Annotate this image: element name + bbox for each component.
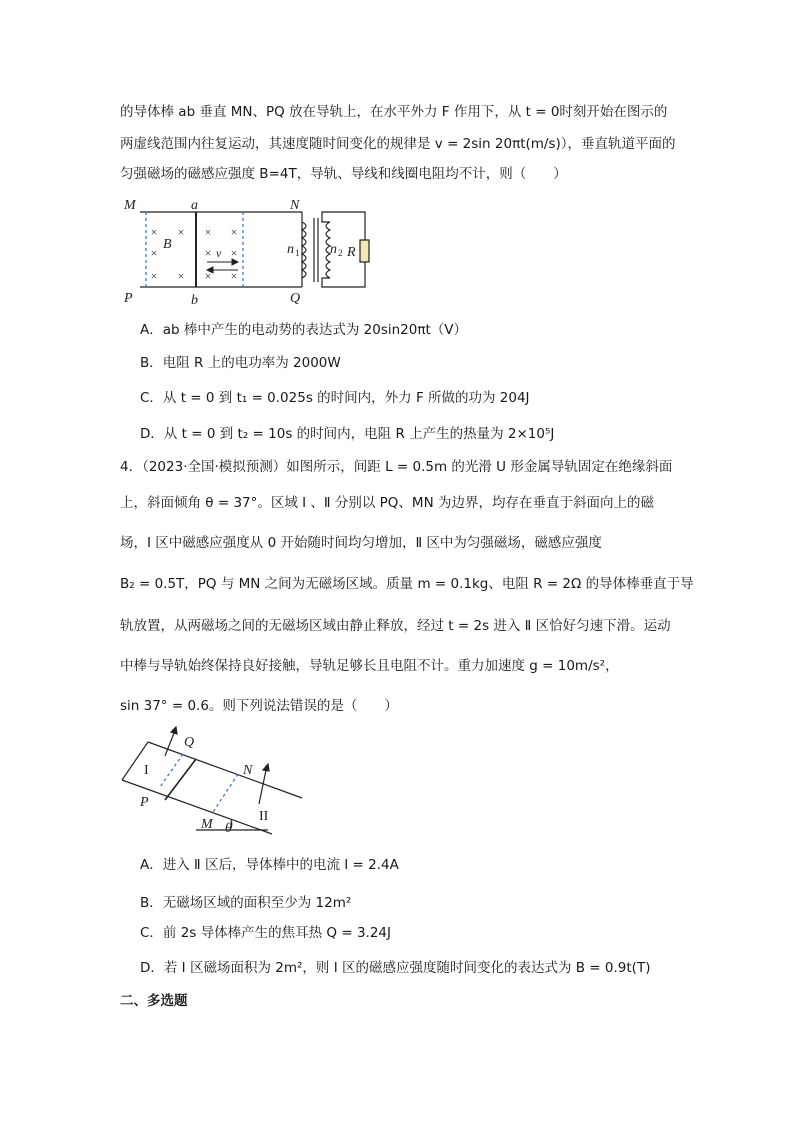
cross: × [177, 269, 185, 283]
q3-text-line-3: 匀强磁场的磁感应强度 B=4T，导轨、导线和线圈电阻均不计，则（ ） [120, 166, 567, 182]
q3-text-line-1: 的导体棒 ab 垂直 MN、PQ 放在导轨上，在水平外力 F 作用下，从 t = 0时刻开始在图示的 [120, 104, 668, 120]
conductor-rod [165, 759, 196, 800]
q3-option-a: A．ab 棒中产生的电动势的表达式为 20sin20πt（V） [140, 322, 468, 338]
q3-option-b: B．电阻 R 上的电功率为 2000W [140, 355, 341, 371]
label-n2-sub: 2 [338, 248, 343, 258]
cross: × [230, 225, 238, 239]
label-p: P [124, 291, 133, 306]
q3-option-d: D．从 t = 0 到 t₂ = 10s 的时间内，电阻 R 上产生的热量为 2×10⁵J [140, 426, 555, 442]
label-b-field: B [163, 237, 172, 252]
boundary-mn [213, 774, 238, 812]
label-theta: θ [225, 821, 232, 836]
label-n: N [290, 198, 300, 213]
q4-text-line-1: 4．（2023·全国·模拟预测）如图所示，间距 L = 0.5m 的光滑 U 形金属导轨固定在绝缘斜面 [120, 459, 673, 475]
label-b: b [191, 293, 198, 308]
label-p: P [140, 795, 149, 810]
label-n: N [243, 763, 253, 778]
q4-text-line-7: sin 37° = 0.6。则下列说法错误的是（ ） [120, 698, 398, 714]
label-q: Q [184, 735, 195, 750]
q4-text-line-2: 上，斜面倾角 θ = 37°。区域 Ⅰ 、Ⅱ 分别以 PQ、MN 为边界，均存在垂直于斜面向上的磁 [120, 495, 654, 511]
cross: × [150, 246, 158, 260]
q4-text-line-3: 场，Ⅰ 区中磁感应强度从 0 开始随时间均匀增加，Ⅱ 区中为匀强磁场，磁感应强度 [120, 535, 602, 551]
cross: × [150, 269, 158, 283]
cross: × [150, 225, 158, 239]
label-n2: n [330, 242, 337, 257]
q4-text-line-4: B₂ = 0.5T，PQ 与 MN 之间为无磁场区域。质量 m = 0.1kg、电阻 R = 2Ω 的导体棒垂直于导 [120, 576, 694, 592]
q3-text-line-2: 两虚线范围内往复运动，其速度随时间变化的规律是 v = 2sin 20πt(m/s)），垂直轨道平面的 [120, 136, 676, 152]
cross: × [204, 269, 212, 283]
label-region-i: I [144, 763, 149, 778]
label-n1: n [287, 242, 294, 257]
rail-top [148, 742, 302, 798]
label-n1-sub: 1 [295, 248, 300, 258]
label-q: Q [290, 291, 301, 306]
section-heading: 二、多选题 [120, 993, 188, 1009]
q4-option-c: C．前 2s 导体棒产生的焦耳热 Q = 3.24J [140, 925, 391, 941]
cross: × [230, 246, 238, 260]
q4-option-a: A．进入 Ⅱ 区后，导体棒中的电流 I = 2.4A [140, 857, 399, 873]
label-m: M [201, 817, 213, 832]
resistor-r [360, 240, 369, 262]
q3-circuit-figure [118, 193, 380, 308]
q4-text-line-5: 轨放置，从两磁场之间的无磁场区域由静止释放，经过 t = 2s 进入 Ⅱ 区恰好匀速下滑。运动 [120, 618, 671, 634]
q3-option-c: C．从 t = 0 到 t₁ = 0.025s 的时间内，外力 F 所做的功为 204J [140, 390, 530, 406]
label-v: v [216, 246, 222, 260]
q4-incline-figure [118, 726, 310, 838]
cross: × [204, 225, 212, 239]
cross: × [230, 269, 238, 283]
label-a: a [191, 198, 198, 213]
cross: × [204, 246, 212, 260]
cross: × [177, 225, 185, 239]
q4-option-d: D．若 Ⅰ 区磁场面积为 2m²，则 Ⅰ 区的磁感应强度随时间变化的表达式为 B = 0.9t(T) [140, 960, 651, 976]
q4-option-b: B．无磁场区域的面积至少为 12m² [140, 895, 352, 911]
label-region-ii: II [259, 809, 269, 824]
label-m: M [124, 198, 136, 213]
label-r: R [347, 245, 356, 260]
q4-text-line-6: 中棒与导轨始终保持良好接触，导轨足够长且电阻不计。重力加速度 g = 10m/s²， [120, 658, 619, 674]
